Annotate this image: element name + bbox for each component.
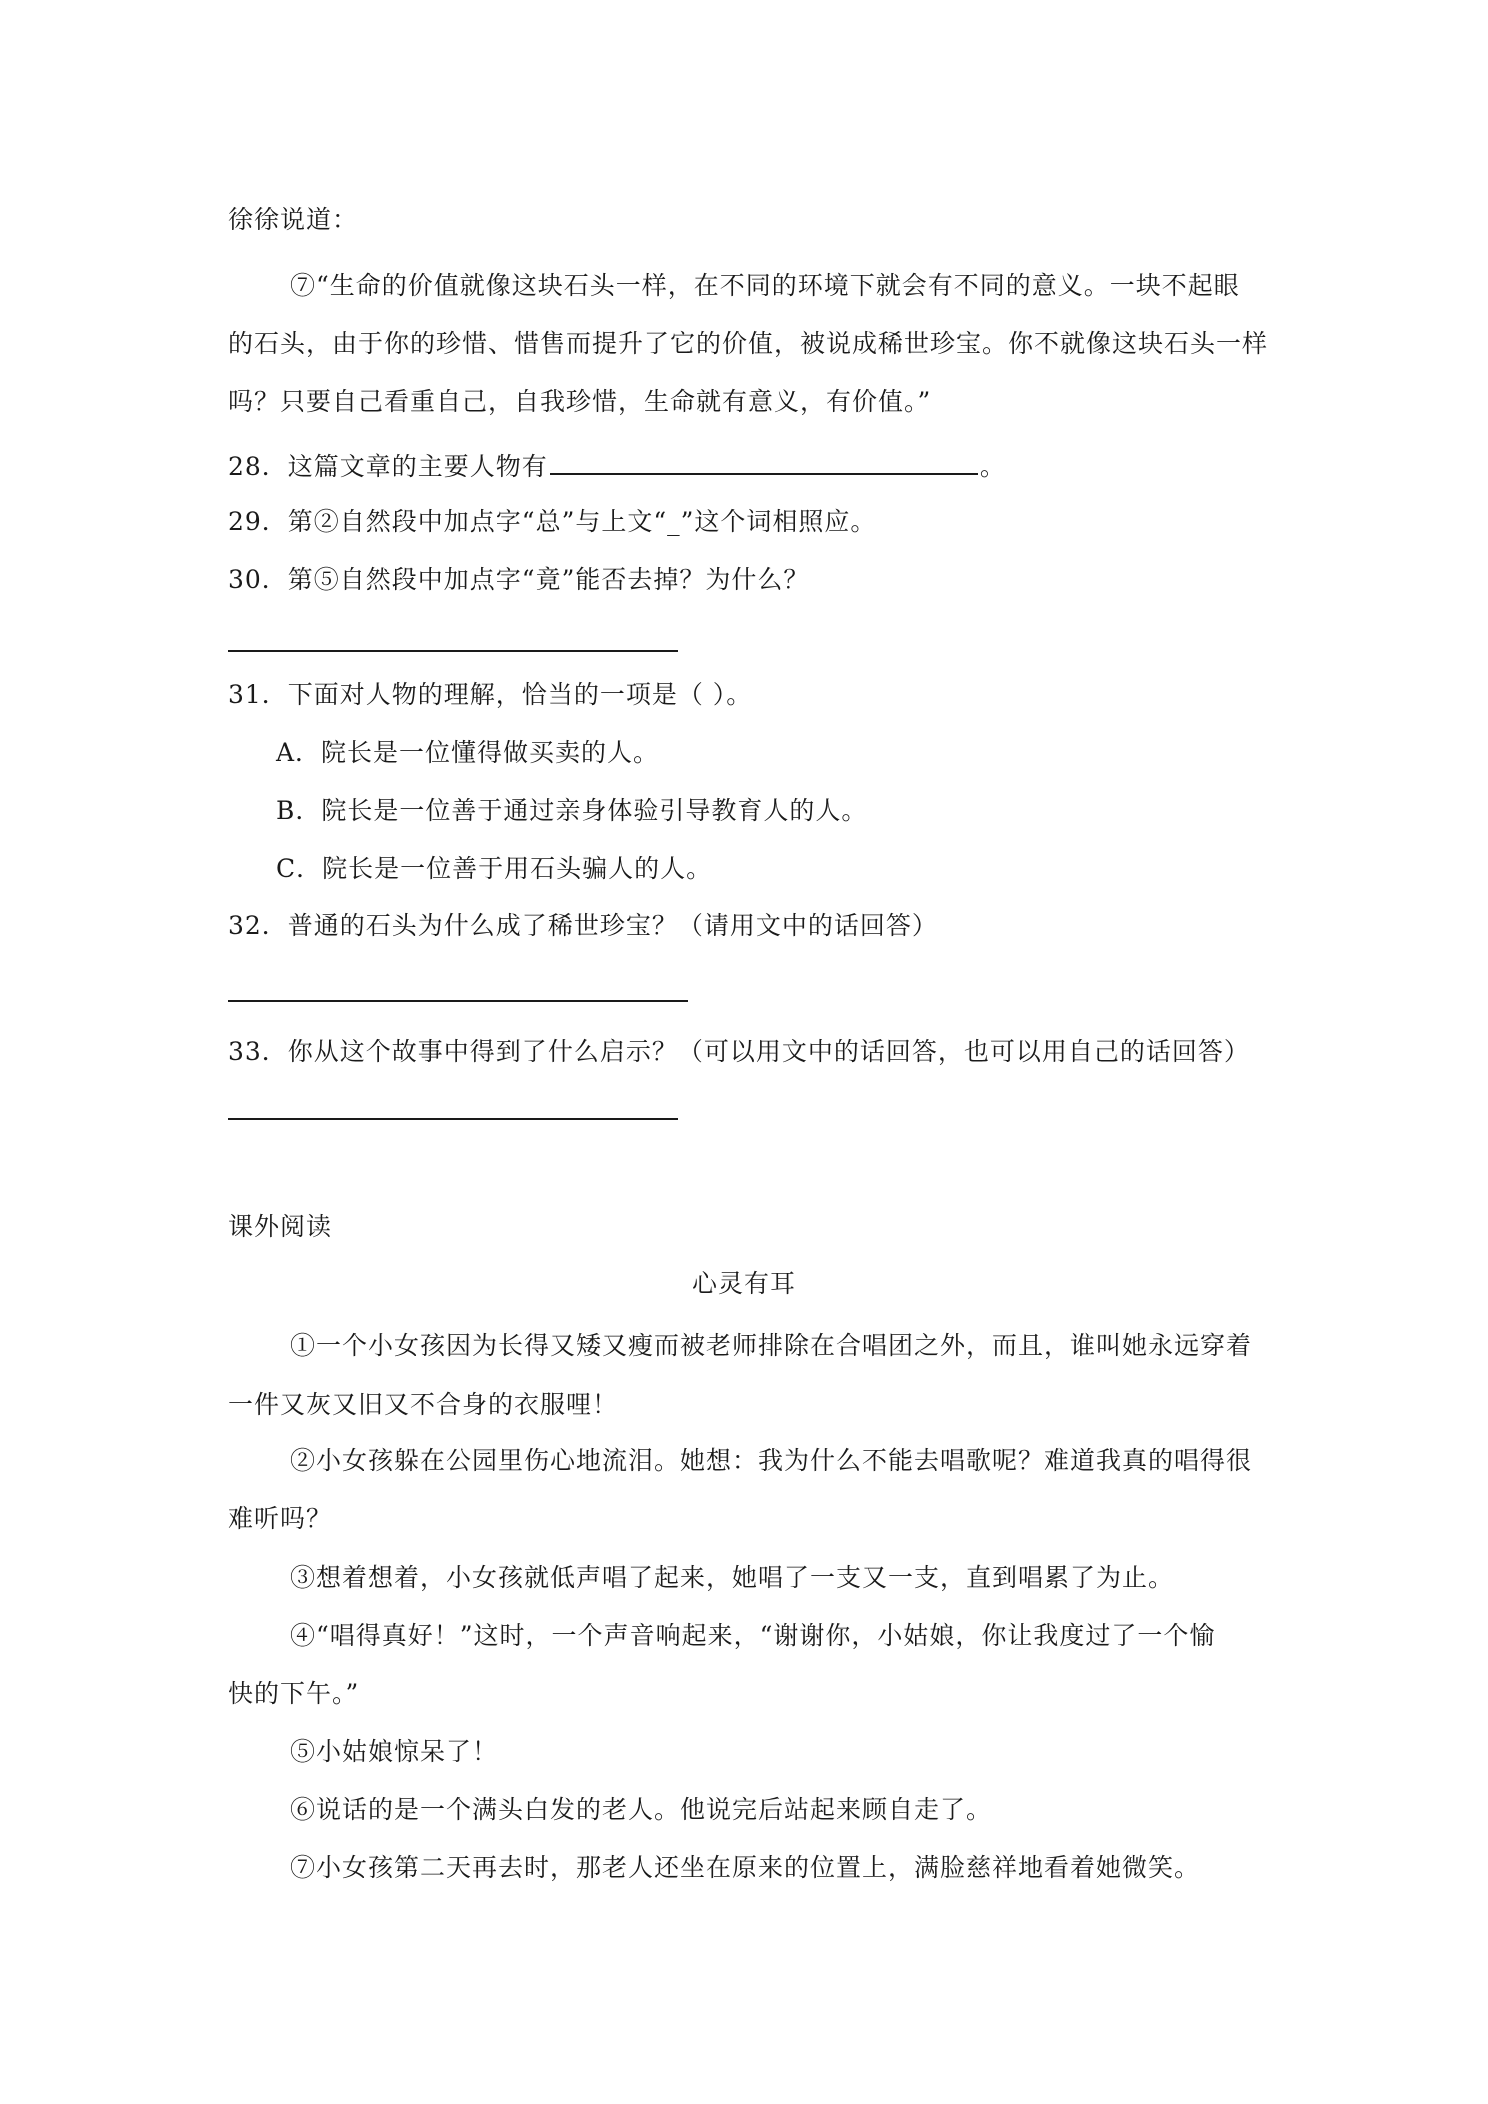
paragraph-2-line-1: ②小女孩躲在公园里伤心地流泪。她想：我为什么不能去唱歌呢？难道我真的唱得很 [290,1446,1253,1475]
paragraph-6: ⑥说话的是一个满头白发的老人。他说完后站起来顾自走了。 [290,1795,993,1824]
paragraph-1-line-1: ①一个小女孩因为长得又矮又瘦而被老师排除在合唱团之外，而且，谁叫她永远穿着 [290,1331,1253,1360]
answer-line-32[interactable] [228,1000,688,1002]
question-29: 29．第②自然段中加点字“总”与上文“_”这个词相照应。 [228,507,877,536]
question-31: 31．下面对人物的理解，恰当的一项是（ ）。 [228,680,753,709]
paragraph-3: ③想着想着，小女孩就低声唱了起来，她唱了一支又一支，直到唱累了为止。 [290,1563,1175,1592]
question-33: 33．你从这个故事中得到了什么启示？（可以用文中的话回答，也可以用自己的话回答） [228,1037,1250,1066]
question-28-text: 28．这篇文章的主要人物有 [228,452,548,481]
paragraph-4-line-1: ④“唱得真好！”这时，一个声音响起来，“谢谢你，小姑娘，你让我度过了一个愉 [290,1621,1216,1650]
option-c[interactable]: C．院长是一位善于用石头骗人的人。 [276,854,713,883]
question-28 [228,447,1006,485]
paragraph-7-line-1: ⑦“生命的价值就像这块石头一样，在不同的环境下就会有不同的意义。一块不起眼 [290,271,1240,300]
question-30: 30．第⑤自然段中加点字“竟”能否去掉？为什么？ [228,565,810,594]
paragraph-7-line-3: 吗？只要自己看重自己，自我珍惜，生命就有意义，有价值。” [228,387,932,416]
speech-intro: 徐徐说道： [228,205,359,234]
question-32: 32．普通的石头为什么成了稀世珍宝？（请用文中的话回答） [228,911,938,940]
paragraph-1-line-2: 一件又灰又旧又不合身的衣服哩！ [228,1390,619,1419]
answer-line-30[interactable] [228,650,678,652]
option-b[interactable]: B．院长是一位善于通过亲身体验引导教育人的人。 [276,796,868,825]
paragraph-4-line-2: 快的下午。” [228,1679,360,1708]
paragraph-2-line-2: 难听吗？ [228,1504,333,1533]
paragraph-7: ⑦小女孩第二天再去时，那老人还坐在原来的位置上，满脸慈祥地看着她微笑。 [290,1853,1201,1882]
paragraph-5: ⑤小姑娘惊呆了！ [290,1737,499,1766]
answer-blank-28[interactable] [550,447,978,475]
section-label: 课外阅读 [228,1212,333,1241]
article-title: 心灵有耳 [691,1269,796,1298]
paragraph-7-line-2: 的石头，由于你的珍惜、惜售而提升了它的价值，被说成稀世珍宝。你不就像这块石头一样 [228,329,1269,358]
question-28-end: 。 [979,452,1006,481]
option-a[interactable]: A．院长是一位懂得做买卖的人。 [276,738,660,767]
answer-line-33[interactable] [228,1118,678,1120]
